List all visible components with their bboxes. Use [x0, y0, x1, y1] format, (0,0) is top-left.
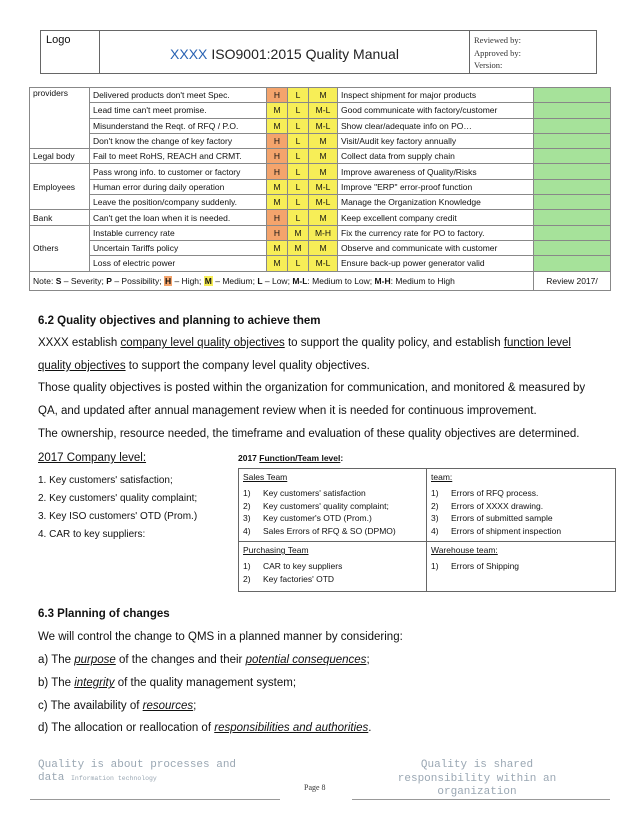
level-cell: M: [309, 133, 338, 148]
sales-team-title: Sales Team: [243, 472, 288, 482]
approval-block: [469, 31, 596, 73]
list-item: 1) Key customers' satisfaction: [243, 488, 366, 498]
mitigation-action: Improve "ERP" error-proof function: [338, 179, 534, 194]
mitigation-action: Collect data from supply chain: [338, 149, 534, 164]
risk-description: Delivered products don't meet Spec.: [90, 88, 267, 103]
reviewed-by-label: Reviewed by:: [474, 35, 521, 45]
result-cell: [534, 225, 611, 240]
mitigation-action: Improve awareness of Quality/Risks: [338, 164, 534, 179]
risk-group: Employees: [30, 164, 90, 210]
mitigation-action: Show clear/adequate info on PO…: [338, 118, 534, 133]
page-number: Page 8: [304, 783, 326, 792]
legend-note: Note: S – Severity; P – Possibility; H – High; M – Medium; L – Low; M-L: Medium to Low; M-H: Medium to High: [30, 271, 534, 290]
risk-group: Others: [30, 225, 90, 271]
possibility-cell: L: [288, 103, 309, 118]
changes-item-a: a) The purpose of the changes and their potential consequences;: [38, 654, 370, 666]
risk-description: Human error during daily operation: [90, 179, 267, 194]
mitigation-action: Fix the currency rate for PO to factory.: [338, 225, 534, 240]
logo-placeholder: Logo: [41, 31, 100, 73]
table-row: [30, 164, 611, 179]
possibility-cell: M: [288, 240, 309, 255]
table-row: [30, 225, 611, 240]
section-6-2-heading: 6.2 Quality objectives and planning to achieve them: [38, 315, 321, 327]
level-cell: M-L: [309, 118, 338, 133]
list-item: 1) CAR to key suppliers: [243, 561, 343, 571]
result-cell: [534, 179, 611, 194]
severity-cell: M: [267, 103, 288, 118]
severity-cell: H: [267, 149, 288, 164]
changes-item-b: b) The integrity of the quality management system;: [38, 677, 297, 689]
legend-row: [30, 271, 611, 290]
changes-item-c: c) The availability of resources;: [38, 700, 197, 712]
risk-description: Loss of electric power: [90, 256, 267, 271]
company-level-title: 2017 Company level:: [38, 452, 147, 464]
table-row: [30, 88, 611, 103]
result-cell: [534, 210, 611, 225]
possibility-cell: M: [288, 225, 309, 240]
list-item: 4) Sales Errors of RFQ & SO (DPMO): [243, 525, 396, 536]
list-item: 3) Key customer's OTD (Prom.): [243, 513, 372, 523]
result-cell: [534, 240, 611, 255]
result-cell: [534, 133, 611, 148]
document-title: [100, 31, 469, 73]
team-cell: [427, 469, 616, 542]
list-item: 2) Errors of XXXX drawing.: [431, 500, 544, 511]
mitigation-action: Inspect shipment for major products: [338, 88, 534, 103]
function-level-title: 2017 Function/Team level:: [238, 453, 344, 463]
level-cell: M: [309, 210, 338, 225]
table-row: [30, 149, 611, 164]
list-item: 3) Errors of submitted sample: [431, 513, 553, 523]
manual-title: ISO9001:2015 Quality Manual: [211, 46, 399, 62]
severity-cell: H: [267, 88, 288, 103]
possibility-cell: L: [288, 256, 309, 271]
list-item: 4) Errors of shipment inspection: [431, 525, 562, 536]
risk-description: Uncertain Tariffs policy: [90, 240, 267, 255]
level-cell: M: [309, 149, 338, 164]
risk-description: Leave the position/company suddenly.: [90, 195, 267, 210]
level-cell: M-L: [309, 256, 338, 271]
level-cell: M-H: [309, 225, 338, 240]
risk-description: Pass wrong info. to customer or factory: [90, 164, 267, 179]
risk-description: Can't get the loan when it is needed.: [90, 210, 267, 225]
table-row: [30, 133, 611, 148]
list-item: 2. Key customers' quality complaint;: [38, 493, 198, 504]
level-cell: M-L: [309, 179, 338, 194]
severity-cell: H: [267, 133, 288, 148]
version-label: Version:: [474, 60, 503, 70]
risk-description: Instable currency rate: [90, 225, 267, 240]
result-cell: [534, 195, 611, 210]
section-6-3-heading: 6.3 Planning of changes: [38, 608, 170, 620]
result-cell: [534, 164, 611, 179]
list-item: 2) Key customers' quality complaint;: [243, 500, 389, 511]
possibility-cell: L: [288, 195, 309, 210]
approved-by-label: Approved by:: [474, 47, 521, 58]
mitigation-action: Ensure back-up power generator valid: [338, 256, 534, 271]
list-item: 4. CAR to key suppliers:: [38, 529, 146, 540]
risk-group: providers: [30, 88, 90, 149]
table-row: [30, 195, 611, 210]
risk-description: Don't know the change of key factory: [90, 133, 267, 148]
list-item: 1. Key customers' satisfaction;: [38, 475, 173, 486]
purchasing-team-title: Purchasing Team: [243, 545, 309, 555]
level-cell: M: [309, 240, 338, 255]
severity-cell: M: [267, 256, 288, 271]
sales-team-cell: [239, 469, 427, 542]
changes-item-d: d) The allocation or reallocation of responsibilities and authorities.: [38, 722, 372, 734]
level-cell: M-L: [309, 195, 338, 210]
severity-cell: M: [267, 195, 288, 210]
objectives-line-5: The ownership, resource needed, the timeframe and evaluation of these quality objectives are determined.: [38, 428, 580, 440]
severity-cell: H: [267, 164, 288, 179]
list-item: 3. Key ISO customers' OTD (Prom.): [38, 511, 198, 522]
level-cell: M-L: [309, 103, 338, 118]
objectives-line-1: XXXX establish company level quality objectives to support the quality policy, and establish function level: [38, 337, 571, 349]
severity-cell: H: [267, 210, 288, 225]
footer-quote-right: Quality is shared responsibility within an organization: [397, 759, 557, 798]
severity-cell: H: [267, 225, 288, 240]
risk-description: Misunderstand the Reqt. of RFQ / P.O.: [90, 118, 267, 133]
mitigation-action: Manage the Organization Knowledge: [338, 195, 534, 210]
severity-cell: M: [267, 240, 288, 255]
changes-intro: We will control the change to QMS in a planned manner by considering:: [38, 631, 403, 643]
severity-cell: M: [267, 118, 288, 133]
possibility-cell: L: [288, 88, 309, 103]
possibility-cell: L: [288, 164, 309, 179]
table-row: [30, 118, 611, 133]
footer-quote-left: Quality is about processes and data Information technology: [38, 759, 237, 784]
possibility-cell: L: [288, 179, 309, 194]
risk-table: [29, 87, 611, 291]
table-row: [30, 210, 611, 225]
table-row: [30, 103, 611, 118]
risk-group: Bank: [30, 210, 90, 225]
list-item: 1) Errors of Shipping: [431, 561, 520, 571]
level-cell: M: [309, 88, 338, 103]
mitigation-action: Good communicate with factory/customer: [338, 103, 534, 118]
possibility-cell: L: [288, 133, 309, 148]
mitigation-action: Observe and communicate with customer: [338, 240, 534, 255]
table-row: [30, 179, 611, 194]
document-header: [40, 30, 597, 74]
mitigation-action: Visit/Audit key factory annually: [338, 133, 534, 148]
possibility-cell: L: [288, 118, 309, 133]
purchasing-team-cell: [239, 542, 427, 592]
warehouse-team-title: Warehouse team:: [431, 545, 498, 555]
function-objectives-table: [238, 468, 616, 592]
warehouse-team-cell: [427, 542, 616, 592]
result-cell: [534, 88, 611, 103]
risk-description: Fail to meet RoHS, REACH and CRMT.: [90, 149, 267, 164]
table-row: [30, 240, 611, 255]
result-cell: [534, 103, 611, 118]
footer-divider-left: [30, 799, 280, 800]
risk-description: Lead time can't meet promise.: [90, 103, 267, 118]
team-title: team:: [431, 472, 453, 482]
table-row: [30, 256, 611, 271]
list-item: 2) Key factories' OTD: [243, 573, 335, 584]
result-cell: [534, 149, 611, 164]
list-item: 1) Errors of RFQ process.: [431, 488, 539, 498]
severity-cell: M: [267, 179, 288, 194]
result-cell: [534, 118, 611, 133]
brand-name: XXXX: [170, 46, 208, 62]
review-date: Review 2017/: [534, 271, 611, 290]
footer-divider-right: [352, 799, 610, 800]
objectives-line-4: QA, and updated after annual management review when it is needed for continuous improvement.: [38, 405, 537, 417]
risk-group: Legal body: [30, 149, 90, 164]
result-cell: [534, 256, 611, 271]
objectives-line-2: quality objectives to support the company level quality objectives.: [38, 360, 370, 372]
level-cell: M: [309, 164, 338, 179]
possibility-cell: L: [288, 149, 309, 164]
company-objectives-list: [38, 472, 197, 544]
possibility-cell: L: [288, 210, 309, 225]
objectives-line-3: Those quality objectives is posted within the organization for communication, and monitored & measured by: [38, 382, 586, 394]
mitigation-action: Keep excellent company credit: [338, 210, 534, 225]
